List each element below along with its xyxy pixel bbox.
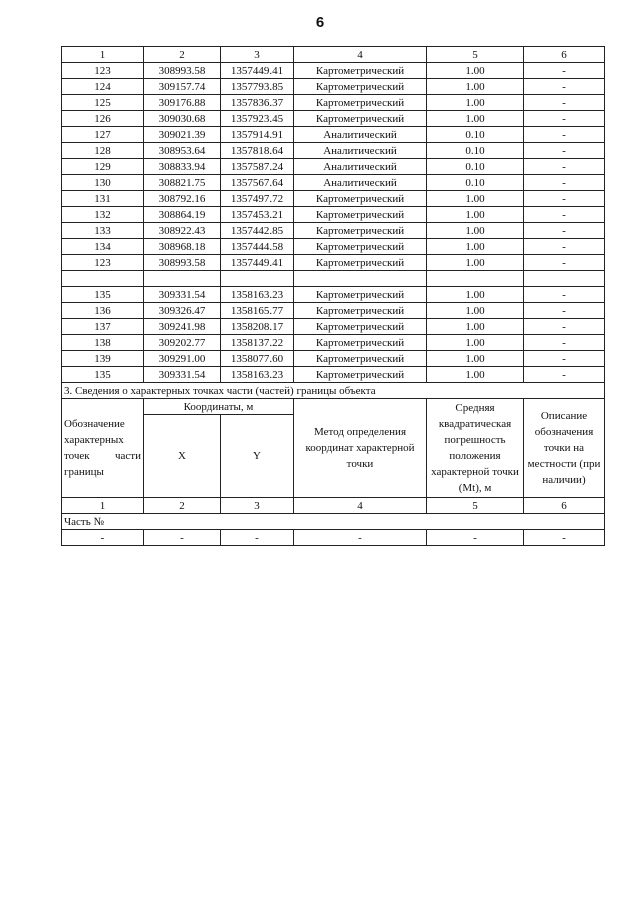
table-row <box>62 367 605 383</box>
table-cell: Аналитический <box>294 127 427 143</box>
table-cell: Картометрический <box>294 79 427 95</box>
table-cell: Картометрический <box>294 335 427 351</box>
table-cell: 123 <box>62 63 144 79</box>
column-number-row <box>62 498 605 514</box>
table-cell: 138 <box>62 335 144 351</box>
table-cell: 3 <box>221 47 294 63</box>
header-description: Описание обозначения точки на местности (при наличии) <box>524 399 605 498</box>
table-cell: 139 <box>62 351 144 367</box>
table-cell: Аналитический <box>294 175 427 191</box>
table-cell: Картометрический <box>294 95 427 111</box>
table-row <box>62 63 605 79</box>
boundary-points-table <box>61 46 605 546</box>
table-cell: - <box>524 223 605 239</box>
table-cell: 1.00 <box>427 63 524 79</box>
table-cell: - <box>524 351 605 367</box>
table-cell: - <box>524 159 605 175</box>
table-row <box>62 530 605 546</box>
table-cell: - <box>524 207 605 223</box>
table-row <box>62 287 605 303</box>
table-cell: 1.00 <box>427 335 524 351</box>
table-row <box>62 319 605 335</box>
table-row <box>62 79 605 95</box>
table-cell: 0.10 <box>427 143 524 159</box>
section-header-row <box>62 399 605 415</box>
table-cell: 308792.16 <box>144 191 221 207</box>
table-cell: - <box>524 63 605 79</box>
table-row <box>62 191 605 207</box>
table-cell: 1.00 <box>427 79 524 95</box>
empty-cell <box>62 271 144 287</box>
table-cell: 1.00 <box>427 207 524 223</box>
table-cell: - <box>524 95 605 111</box>
table-cell: 1.00 <box>427 367 524 383</box>
table-cell: 123 <box>62 255 144 271</box>
table-cell: 1357923.45 <box>221 111 294 127</box>
empty-cell <box>221 271 294 287</box>
table-row <box>62 175 605 191</box>
table-cell: Аналитический <box>294 143 427 159</box>
table-cell: Картометрический <box>294 207 427 223</box>
table-row <box>62 111 605 127</box>
table-cell: Картометрический <box>294 223 427 239</box>
table-cell: - <box>524 287 605 303</box>
table-cell: 135 <box>62 287 144 303</box>
table-row <box>62 335 605 351</box>
table-cell: 1358163.23 <box>221 287 294 303</box>
table-cell: 1357449.41 <box>221 255 294 271</box>
table-cell: 0.10 <box>427 175 524 191</box>
table-cell: Картометрический <box>294 191 427 207</box>
header-error: Средняя квадратическая погрешность положения характерной точки (Mt), м <box>427 399 524 498</box>
table-cell: 1358208.17 <box>221 319 294 335</box>
table-cell: 5 <box>427 47 524 63</box>
table-cell: 6 <box>524 47 605 63</box>
table-cell: 1358137.22 <box>221 335 294 351</box>
table-cell: 132 <box>62 207 144 223</box>
table-cell: 2 <box>144 498 221 514</box>
empty-cell <box>427 271 524 287</box>
table-row <box>62 159 605 175</box>
table-row <box>62 207 605 223</box>
table-cell: 309157.74 <box>144 79 221 95</box>
table-cell: 1.00 <box>427 351 524 367</box>
table-cell: 1357836.37 <box>221 95 294 111</box>
header-x: X <box>144 415 221 498</box>
table-cell: 308821.75 <box>144 175 221 191</box>
table-cell: 1357442.85 <box>221 223 294 239</box>
table-cell: - <box>524 367 605 383</box>
column-number-row <box>62 47 605 63</box>
table-cell: Картометрический <box>294 239 427 255</box>
table-row <box>62 143 605 159</box>
table-cell: Картометрический <box>294 255 427 271</box>
table-cell: - <box>524 303 605 319</box>
table-cell: Картометрический <box>294 367 427 383</box>
table-cell: 6 <box>524 498 605 514</box>
table-cell: 309241.98 <box>144 319 221 335</box>
table-cell: - <box>524 127 605 143</box>
table-cell: Аналитический <box>294 159 427 175</box>
table-cell: Картометрический <box>294 287 427 303</box>
table-cell: 1357449.41 <box>221 63 294 79</box>
table-cell: 1.00 <box>427 255 524 271</box>
empty-cell <box>524 271 605 287</box>
table-cell: 137 <box>62 319 144 335</box>
table-cell: 127 <box>62 127 144 143</box>
table-cell: - <box>524 191 605 207</box>
table-cell: 309030.68 <box>144 111 221 127</box>
table-cell: 131 <box>62 191 144 207</box>
table-cell: 1 <box>62 47 144 63</box>
table-cell: 1357914.91 <box>221 127 294 143</box>
table-cell: Картометрический <box>294 111 427 127</box>
section-title-row <box>62 383 605 399</box>
table-cell: 0.10 <box>427 159 524 175</box>
table-cell: 2 <box>144 47 221 63</box>
table-cell: - <box>294 530 427 546</box>
header-method: Метод определения координат характерной точки <box>294 399 427 498</box>
table-cell: 1.00 <box>427 223 524 239</box>
table-cell: 4 <box>294 47 427 63</box>
table-cell: 309326.47 <box>144 303 221 319</box>
table-cell: 124 <box>62 79 144 95</box>
table-cell: 1.00 <box>427 287 524 303</box>
table-cell: 134 <box>62 239 144 255</box>
page-number: 6 <box>315 14 325 31</box>
part-label: Часть № <box>62 514 605 530</box>
header-coordinates: Координаты, м <box>144 399 294 415</box>
table-cell: - <box>524 143 605 159</box>
table-cell: 309176.88 <box>144 95 221 111</box>
table-row <box>62 255 605 271</box>
table-cell: 1358165.77 <box>221 303 294 319</box>
table-cell: 133 <box>62 223 144 239</box>
table-cell: 308993.58 <box>144 255 221 271</box>
table-cell: 4 <box>294 498 427 514</box>
table-cell: 128 <box>62 143 144 159</box>
table-cell: 1358077.60 <box>221 351 294 367</box>
table-cell: 1358163.23 <box>221 367 294 383</box>
part-row <box>62 514 605 530</box>
table-cell: - <box>524 319 605 335</box>
empty-cell <box>294 271 427 287</box>
table-cell: 308953.64 <box>144 143 221 159</box>
table-cell: 308864.19 <box>144 207 221 223</box>
table-cell: - <box>524 79 605 95</box>
table-row <box>62 303 605 319</box>
table-cell: - <box>524 255 605 271</box>
table-cell: 1.00 <box>427 95 524 111</box>
empty-cell <box>144 271 221 287</box>
table-cell: - <box>524 530 605 546</box>
table-cell: 1 <box>62 498 144 514</box>
table-cell: 308993.58 <box>144 63 221 79</box>
table-cell: 1357497.72 <box>221 191 294 207</box>
header-y: Y <box>221 415 294 498</box>
table-cell: 308968.18 <box>144 239 221 255</box>
table-row <box>62 127 605 143</box>
table-cell: 1357444.58 <box>221 239 294 255</box>
table-row <box>62 239 605 255</box>
table-cell: 1357793.85 <box>221 79 294 95</box>
table-cell: Картометрический <box>294 63 427 79</box>
table-cell: - <box>62 530 144 546</box>
table-cell: 309331.54 <box>144 367 221 383</box>
table-cell: 130 <box>62 175 144 191</box>
table-cell: - <box>524 335 605 351</box>
table-cell: Картометрический <box>294 303 427 319</box>
table-cell: - <box>144 530 221 546</box>
section-title: 3. Сведения о характерных точках части (частей) границы объекта <box>62 383 605 399</box>
table-cell: 136 <box>62 303 144 319</box>
table-cell: 309291.00 <box>144 351 221 367</box>
table-row <box>62 223 605 239</box>
table-cell: Картометрический <box>294 319 427 335</box>
table-cell: 135 <box>62 367 144 383</box>
table-cell: - <box>221 530 294 546</box>
table-cell: 129 <box>62 159 144 175</box>
table-cell: 5 <box>427 498 524 514</box>
table-row <box>62 95 605 111</box>
table-cell: 125 <box>62 95 144 111</box>
table-cell: 309202.77 <box>144 335 221 351</box>
table-cell: - <box>524 175 605 191</box>
table-cell: 3 <box>221 498 294 514</box>
table-cell: 309021.39 <box>144 127 221 143</box>
table-cell: 1.00 <box>427 191 524 207</box>
table-cell: 1357567.64 <box>221 175 294 191</box>
table-cell: 1357453.21 <box>221 207 294 223</box>
empty-separator-row <box>62 271 605 287</box>
table-cell: - <box>427 530 524 546</box>
table-cell: 1357587.24 <box>221 159 294 175</box>
table-cell: Картометрический <box>294 351 427 367</box>
table-cell: 308833.94 <box>144 159 221 175</box>
table-cell: 309331.54 <box>144 287 221 303</box>
header-designation: Обозначение характерных точек части границы <box>62 399 144 498</box>
table-cell: 308922.43 <box>144 223 221 239</box>
table-cell: - <box>524 239 605 255</box>
table-cell: - <box>524 111 605 127</box>
table-cell: 1.00 <box>427 239 524 255</box>
table-cell: 1.00 <box>427 303 524 319</box>
table-cell: 126 <box>62 111 144 127</box>
table-cell: 1357818.64 <box>221 143 294 159</box>
table-cell: 0.10 <box>427 127 524 143</box>
table-cell: 1.00 <box>427 319 524 335</box>
table-row <box>62 351 605 367</box>
table-cell: 1.00 <box>427 111 524 127</box>
